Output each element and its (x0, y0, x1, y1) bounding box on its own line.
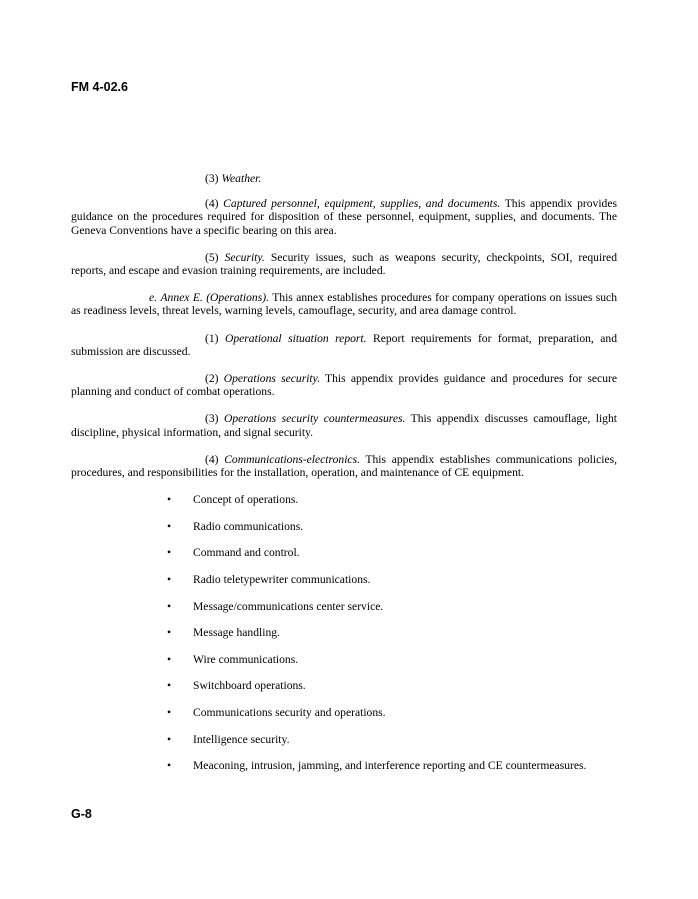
bullet-icon: • (167, 519, 172, 533)
list-item: • Message/communications center service. (167, 599, 384, 613)
bullet-icon: • (167, 573, 172, 587)
paragraph-text: This appendix establishes communications policies, procedures, and responsibilities for the installation, operation, and maintenance of CE equipment. (71, 452, 618, 480)
bullet-icon: • (167, 493, 172, 507)
paragraph-number: e. (149, 291, 158, 305)
paragraph-number: (2) (205, 372, 219, 386)
paragraph-title: Security. (224, 250, 265, 264)
paragraph-annex-e (71, 291, 617, 317)
list-item: • Message handling. (167, 626, 280, 640)
paragraph-operations-security (71, 372, 617, 398)
list-item: • Communications security and operations. (167, 706, 386, 719)
paragraph-title: Weather. (221, 172, 262, 185)
paragraph-text: This appendix provides guidance and procedures for secure planning and conduct of combat operations. (71, 372, 617, 399)
bullet-icon: • (167, 599, 172, 613)
paragraph-title: Captured personnel, equipment, supplies, and documents. (223, 197, 501, 211)
paragraph-number: (5) (205, 250, 219, 264)
ce-topics-list (71, 493, 617, 772)
list-item: • Intelligence security. (167, 732, 290, 746)
bullet-icon: • (167, 732, 172, 746)
document-id-header: FM 4-02.6 (71, 80, 128, 94)
paragraph-title: Operational situation report. (224, 331, 367, 345)
paragraph-title: Operations security countermeasures. (223, 412, 406, 426)
paragraph-text: This annex establishes procedures for company operations on issues such as readiness levels, threat levels, warning levels, camouflage, security, and area damage control. (71, 291, 617, 318)
bullet-icon: • (167, 652, 172, 666)
paragraph-security (71, 251, 617, 277)
paragraph-communications-electronics (71, 453, 617, 479)
page-number-footer: G-8 (71, 807, 92, 821)
paragraph-number: (3) (205, 412, 219, 426)
paragraph-opsec-countermeasures (71, 412, 617, 438)
bullet-icon: • (167, 626, 172, 640)
paragraph-number: (1) (205, 331, 219, 345)
paragraph-weather (71, 172, 617, 185)
list-item: • Concept of operations. (167, 493, 299, 507)
list-item: • Radio teletypewriter communications. (167, 573, 371, 587)
paragraph-title: Operations security. (223, 372, 321, 386)
paragraph-text: This appendix discusses camouflage, light discipline, physical information, and signal security. (71, 412, 617, 439)
paragraph-text: This appendix provides guidance on the procedures required for disposition of these personnel, equipment, supplies, and documents. The Geneva Conventions have a specific bearing on this area. (71, 197, 617, 237)
bullet-icon: • (167, 759, 172, 773)
bullet-icon: • (167, 706, 172, 719)
paragraph-title: Annex E. (Operations). (160, 291, 269, 305)
list-item: • Command and control. (167, 546, 300, 560)
page-body (71, 172, 617, 772)
list-item: • Radio communications. (167, 519, 304, 533)
bullet-icon: • (167, 546, 172, 560)
paragraph-number: (4) (205, 197, 219, 211)
list-item: • Switchboard operations. (167, 679, 306, 693)
paragraph-operational-situation-report (71, 332, 617, 358)
list-item: • Meaconing, intrusion, jamming, and interference reporting and CE countermeasures. (167, 759, 587, 773)
paragraph-captured-personnel (71, 197, 617, 237)
paragraph-text: Report requirements for format, preparation, and submission are discussed. (71, 331, 617, 358)
paragraph-title: Communications-electronics. (224, 452, 360, 466)
paragraph-number: (4) (205, 452, 219, 466)
paragraph-number: (3) (205, 172, 219, 185)
paragraph-text: Security issues, such as weapons security, checkpoints, SOI, required reports, and escape and evasion training requirements, are included. (71, 250, 618, 278)
list-item: • Wire communications. (167, 652, 299, 666)
bullet-icon: • (167, 679, 172, 693)
